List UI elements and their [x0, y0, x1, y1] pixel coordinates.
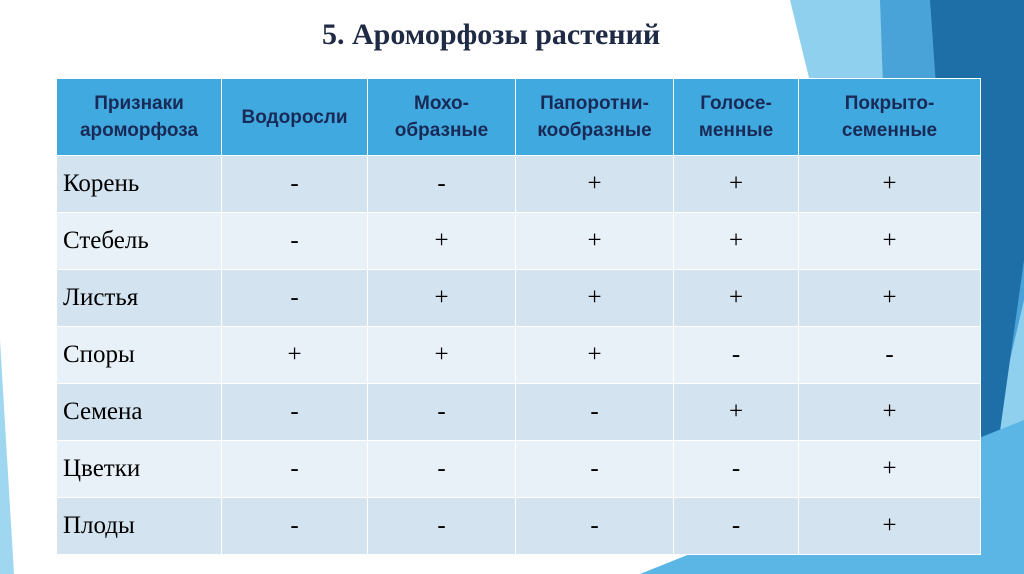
table-row — [57, 270, 981, 327]
table-cell: - — [368, 156, 516, 213]
row-feature-label: Цветки — [57, 441, 222, 498]
column-header — [222, 79, 368, 156]
table-cell: - — [222, 384, 368, 441]
table-body — [57, 156, 981, 555]
table-cell: + — [516, 156, 674, 213]
table-cell: - — [222, 213, 368, 270]
column-header-line: Признаки — [94, 93, 184, 114]
column-header-line: Голосе- — [700, 93, 772, 114]
deco-shape-left — [0, 340, 14, 574]
table-row — [57, 384, 981, 441]
table-cell: + — [799, 441, 981, 498]
column-header-line: образные — [394, 120, 489, 141]
table-cell: - — [222, 156, 368, 213]
table-cell: - — [368, 441, 516, 498]
table-cell: + — [674, 156, 799, 213]
column-header — [516, 79, 674, 156]
table-cell: + — [368, 213, 516, 270]
table-cell: - — [368, 384, 516, 441]
table-row — [57, 498, 981, 555]
table-cell: - — [516, 384, 674, 441]
row-feature-label: Семена — [57, 384, 222, 441]
table-cell: - — [368, 498, 516, 555]
row-feature-label: Споры — [57, 327, 222, 384]
column-header-line: Мохо- — [414, 93, 469, 114]
column-header — [368, 79, 516, 156]
table-cell: + — [799, 384, 981, 441]
row-feature-label: Корень — [57, 156, 222, 213]
column-header-line: Папоротни- — [540, 93, 649, 114]
table-cell: + — [674, 270, 799, 327]
table-cell: + — [368, 327, 516, 384]
row-feature-label: Листья — [57, 270, 222, 327]
column-header-line: Покрыто- — [844, 93, 935, 114]
table-cell: - — [674, 498, 799, 555]
row-feature-label: Стебель — [57, 213, 222, 270]
table-row — [57, 213, 981, 270]
table-cell: + — [368, 270, 516, 327]
column-header-line: менные — [698, 120, 774, 141]
table-cell: - — [222, 270, 368, 327]
table-cell: - — [799, 327, 981, 384]
column-header-line: семенные — [841, 120, 938, 141]
table-row — [57, 441, 981, 498]
column-header — [674, 79, 799, 156]
table-cell: + — [516, 213, 674, 270]
column-header — [799, 79, 981, 156]
table-cell: - — [222, 498, 368, 555]
column-header — [57, 79, 222, 156]
column-header-line: ароморфоза — [79, 120, 199, 141]
table-cell: + — [799, 156, 981, 213]
table-cell: + — [674, 213, 799, 270]
table-cell: - — [674, 441, 799, 498]
table-cell: - — [516, 441, 674, 498]
table-cell: - — [674, 327, 799, 384]
aromorphosis-table — [56, 78, 981, 555]
header-row — [57, 79, 981, 156]
row-feature-label: Плоды — [57, 498, 222, 555]
table-cell: + — [799, 213, 981, 270]
table-cell: + — [799, 498, 981, 555]
table-cell: + — [516, 270, 674, 327]
table-cell: + — [222, 327, 368, 384]
table-cell: + — [674, 384, 799, 441]
table-cell: - — [222, 441, 368, 498]
table-row — [57, 156, 981, 213]
slide-title: 5. Ароморфозы растений — [322, 18, 661, 51]
column-header-line: кообразные — [537, 120, 652, 141]
column-header-line: Водоросли — [241, 106, 348, 128]
table-row — [57, 327, 981, 384]
table-cell: + — [799, 270, 981, 327]
table-cell: + — [516, 327, 674, 384]
table-cell: - — [516, 498, 674, 555]
